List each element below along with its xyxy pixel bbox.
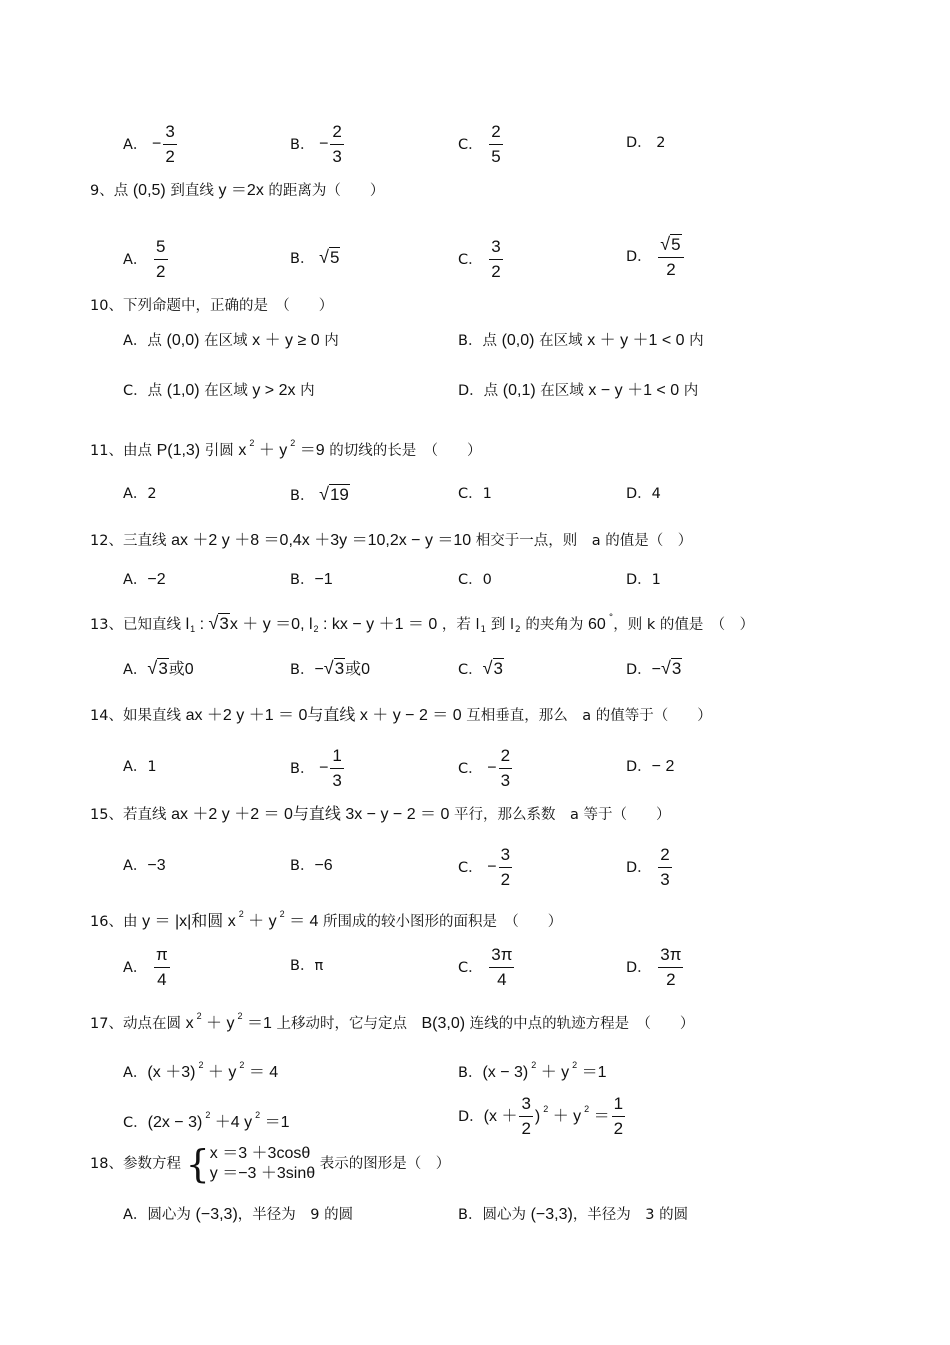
q9-option-c: C． $\frac{3}{2}$ bbox=[458, 237, 501, 281]
fraction: $\frac{√5}{2}$ bbox=[658, 233, 683, 281]
fraction: $\frac{2}{5}$ bbox=[491, 122, 501, 166]
q13-option-c: C．√3 bbox=[458, 658, 503, 678]
q9-option-b: B． √5 bbox=[290, 247, 340, 267]
q17-stem: 17、动点在圆 x $^2$ ＋ y $^2$ ＝1 上移动时，它与定点 B(3,0) 连线的中点的轨迹方程是 （ ） bbox=[90, 1011, 695, 1032]
q11-option-a: A．2 bbox=[123, 486, 157, 502]
fraction: $\frac{2}{3}$ bbox=[660, 845, 670, 889]
q9-option-d: D． $\frac{√5}{2}$ bbox=[626, 233, 686, 281]
q13-option-d: D．−√3 bbox=[626, 658, 682, 678]
q14-option-a: A．1 bbox=[123, 759, 157, 775]
parametric-system: x ＝3 ＋3cosθ y ＝−3 ＋3sinθ bbox=[209, 1145, 316, 1182]
q18-stem: 18、参数方程 { x ＝3 ＋3cosθ y ＝−3 ＋3sinθ 表示的图形是（ ） bbox=[90, 1142, 451, 1186]
q13-option-b: B．−√3或0 bbox=[290, 658, 371, 678]
q12-option-d: D．1 bbox=[626, 572, 661, 588]
fraction: $\frac{1}{2}$ bbox=[613, 1094, 624, 1138]
q14-option-c: C． − $\frac{2}{3}$ bbox=[458, 746, 511, 790]
q17-option-c: C．(2x − 3) $^2$ ＋4 y $^2$ ＝1 bbox=[123, 1110, 290, 1131]
q14-stem: 14、如果直线 ax ＋2 y ＋1 ＝ 0与直线 x ＋ y − 2 ＝ 0 互相垂直，那么 a 的值等于（ ） bbox=[90, 707, 712, 724]
fraction: $\frac{5}{2}$ bbox=[156, 237, 166, 281]
q12-option-a: A．−2 bbox=[123, 571, 166, 588]
q15-option-c: C． − $\frac{3}{2}$ bbox=[458, 845, 511, 889]
q11-option-c: C．1 bbox=[458, 486, 492, 502]
fraction: $\frac{3}{2}$ bbox=[521, 1094, 531, 1138]
q14-option-b: B． − $\frac{1}{3}$ bbox=[290, 746, 342, 790]
left-brace: { bbox=[185, 1142, 210, 1186]
fraction: $\frac{3\pi}{4}$ bbox=[491, 945, 513, 989]
q15-stem: 15、若直线 ax ＋2 y ＋2 ＝ 0与直线 3x − y − 2 ＝ 0 平行，那么系数 a 等于（ ） bbox=[90, 806, 671, 823]
q15-option-a: A．−3 bbox=[123, 857, 166, 874]
fraction: $\frac{1}{3}$ bbox=[332, 746, 342, 790]
fraction: $\frac{3}{2}$ bbox=[500, 845, 511, 889]
q14-option-d: D．− 2 bbox=[626, 758, 675, 775]
q9-stem: 9、点 (0,5) 到直线 y ＝2x 的距离为（ ） bbox=[90, 182, 385, 199]
option-label: A． bbox=[123, 136, 148, 153]
q10-stem: 10、下列命题中，正确的是 （ ） bbox=[90, 298, 334, 314]
q10-option-d: D．点 (0,1) 在区域 x − y ＋1 < 0 内 bbox=[458, 382, 699, 399]
q17-option-b: B．(x − 3) $^2$ ＋ y $^2$ ＝1 bbox=[458, 1060, 607, 1081]
q13-option-a: A．√3或0 bbox=[123, 658, 194, 678]
fraction: $\frac{2}{3}$ bbox=[500, 746, 511, 790]
q11-option-b: B． √19 bbox=[290, 484, 349, 504]
q17-option-d: D．(x ＋ $\frac{3}{2}$ ) $^2$ ＋ y $^2$ ＝ $\frac{1}{2}$ bbox=[458, 1094, 624, 1138]
q16-stem: 16、由 y ＝ |x|和圆 x $^2$ ＋ y $^2$ ＝ 4 所围成的较小图形的面积是 （ ） bbox=[90, 909, 563, 930]
q13-stem: 13、已知直线 $l_1$ : √3x ＋ y ＝0, $l_2$ : kx − y ＋1 ＝ 0 ，若 $l_1$ 到 $l_2$ 的夹角为 60 °，则 k 的值是 （ ） bbox=[90, 613, 755, 635]
q18-option-a: A．圆心为 (−3,3)，半径为 9 的圆 bbox=[123, 1206, 354, 1223]
q16-option-b: B．π bbox=[290, 958, 324, 974]
q16-option-c: C． $\frac{3\pi}{4}$ bbox=[458, 945, 513, 989]
sqrt: √5 bbox=[319, 247, 340, 267]
q15-option-b: B．−6 bbox=[290, 857, 333, 874]
q12-option-b: B．−1 bbox=[290, 571, 333, 588]
fraction: $\frac{3\pi}{2}$ bbox=[660, 945, 682, 989]
q9-option-a: A． $\frac{5}{2}$ bbox=[123, 237, 166, 281]
q10-option-c: C．点 (1,0) 在区域 y > 2x 内 bbox=[123, 382, 315, 399]
q8-option-a: A． − $\frac{3}{2}$ bbox=[123, 122, 175, 166]
fraction: $\frac{\pi}{4}$ bbox=[156, 945, 168, 989]
q12-stem: 12、三直线 ax ＋2 y ＋8 ＝0,4x ＋3y ＝10,2x − y ＝10 相交于一点，则 a 的值是（ ） bbox=[90, 532, 693, 549]
q17-option-a: A．(x ＋3) $^2$ ＋ y $^2$ ＝ 4 bbox=[123, 1060, 279, 1081]
q15-option-d: D． $\frac{2}{3}$ bbox=[626, 845, 670, 889]
fraction: $\frac{2}{3}$ bbox=[332, 122, 342, 166]
q18-option-b: B．圆心为 (−3,3)，半径为 3 的圆 bbox=[458, 1206, 689, 1223]
q11-option-d: D．4 bbox=[626, 486, 661, 502]
fraction: $\frac{3}{2}$ bbox=[165, 122, 175, 166]
q10-option-b: B．点 (0,0) 在区域 x ＋ y ＋1 < 0 内 bbox=[458, 332, 704, 349]
q11-stem: 11、由点 P(1,3) 引圆 x $^2$ ＋ y $^2$ ＝9 的切线的长是 （ ） bbox=[90, 438, 482, 459]
q10-option-a: A．点 (0,0) 在区域 x ＋ y ≥ 0 内 bbox=[123, 332, 339, 349]
q8-option-c: C． $\frac{2}{5}$ bbox=[458, 122, 501, 166]
q12-option-c: C．0 bbox=[458, 572, 492, 588]
q16-option-d: D． $\frac{3\pi}{2}$ bbox=[626, 945, 682, 989]
q8-option-d: D． 2 bbox=[626, 135, 666, 151]
fraction: $\frac{3}{2}$ bbox=[491, 237, 501, 281]
q8-option-b: B． − $\frac{2}{3}$ bbox=[290, 122, 342, 166]
sqrt: √19 bbox=[319, 484, 349, 504]
q16-option-a: A． $\frac{\pi}{4}$ bbox=[123, 945, 168, 989]
